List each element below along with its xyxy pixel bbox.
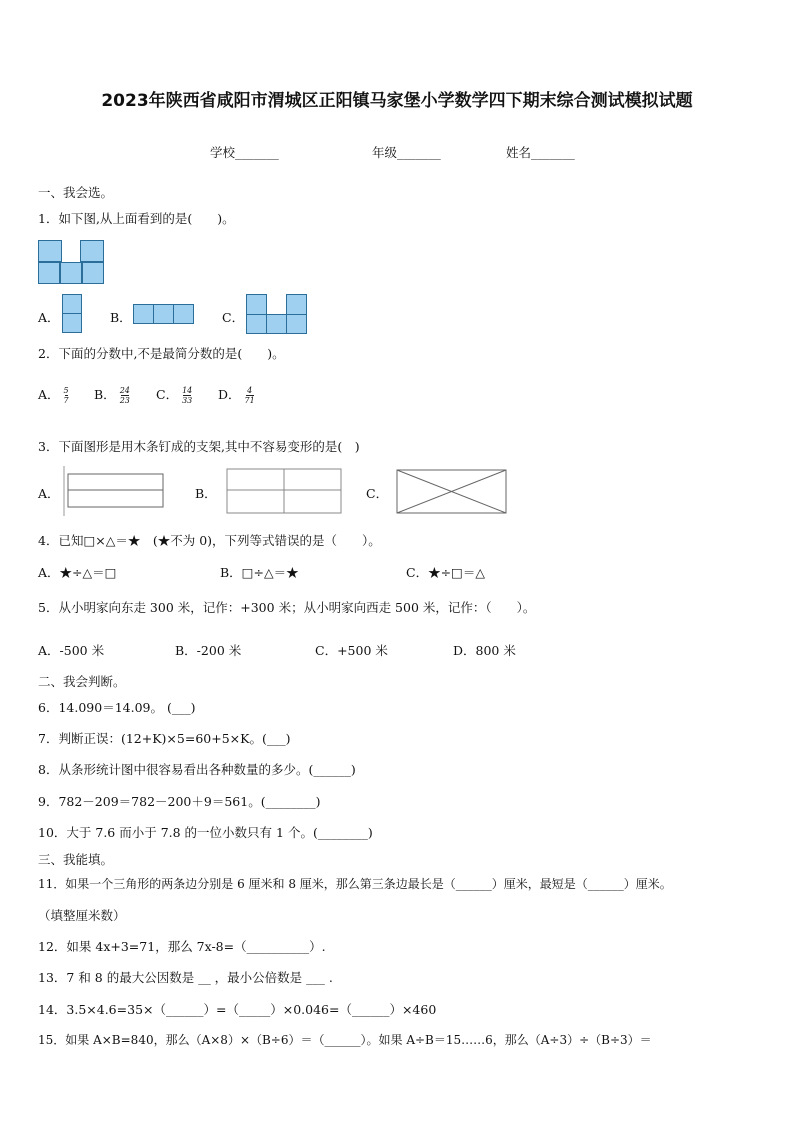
question-11-note: （填整厘米数） bbox=[38, 908, 126, 923]
question-7: 7．判断正误：(12+K)×5=60+5×K。(___) bbox=[38, 731, 291, 746]
question-3: 3．下面图形是用木条钉成的支架,其中不容易变形的是( ) bbox=[38, 439, 360, 454]
q5-option-a: A．-500 米 bbox=[38, 643, 105, 658]
question-12: 12．如果 4x+3=71，那么 7x-8=（__________）. bbox=[38, 939, 326, 954]
q4-option-b: B．□÷△＝★ bbox=[220, 565, 299, 580]
grade-field: 年级_______ bbox=[372, 145, 441, 160]
q1-option-c-label: C． bbox=[222, 310, 245, 325]
q5-option-d: D．800 米 bbox=[453, 643, 516, 658]
question-14: 14．3.5×4.6=35×（______）=（_____）×0.046=（______）×460 bbox=[38, 1002, 437, 1017]
q2-option-b: B． $\frac{24}{23}$ bbox=[94, 386, 130, 405]
q1-option-b-label: B． bbox=[110, 310, 132, 325]
q3-option-c-frame bbox=[396, 469, 508, 515]
question-2: 2．下面的分数中,不是最简分数的是( )。 bbox=[38, 346, 285, 361]
school-field: 学校_______ bbox=[210, 145, 279, 160]
q3-option-b-label: B． bbox=[195, 486, 217, 501]
q1-option-a-figure bbox=[62, 294, 82, 334]
q1-option-a-label: A． bbox=[38, 310, 60, 325]
question-11: 11．如果一个三角形的两条边分别是 6 厘米和 8 厘米，那么第三条边最长是（______）厘米，最短是（______）厘米。 bbox=[38, 877, 672, 891]
q1-option-b-figure bbox=[133, 304, 193, 324]
q5-option-b: B．-200 米 bbox=[175, 643, 242, 658]
q1-option-c-figure bbox=[246, 294, 306, 334]
q4-option-a: A．★÷△＝□ bbox=[38, 565, 117, 580]
question-13: 13．7 和 8 的最大公因数是 __ ，最小公倍数是 ___ . bbox=[38, 970, 333, 985]
question-9: 9．782－209＝782－200＋9＝561。(________) bbox=[38, 794, 321, 809]
name-field: 姓名_______ bbox=[506, 145, 575, 160]
q3-option-c-label: C． bbox=[366, 486, 389, 501]
q4-option-c: C．★÷□＝△ bbox=[406, 565, 485, 580]
q2-option-c: C． $\frac{14}{33}$ bbox=[156, 386, 193, 405]
q3-option-b-frame bbox=[225, 468, 343, 516]
q2-option-a: A． $\frac{5}{7}$ bbox=[38, 386, 69, 405]
q2-option-d: D． $\frac{4}{71}$ bbox=[218, 386, 255, 405]
question-6: 6．14.090＝14.09。 (___) bbox=[38, 700, 196, 715]
section-heading-2: 二、我会判断。 bbox=[38, 674, 126, 689]
question-5: 5．从小明家向东走 300 米，记作：+300 米；从小明家向西走 500 米，记作：（ ）。 bbox=[38, 600, 536, 615]
section-heading-1: 一、我会选。 bbox=[38, 185, 114, 200]
question-10: 10．大于 7.6 而小于 7.8 的一位小数只有 1 个。(________) bbox=[38, 825, 373, 840]
question-1: 1．如下图,从上面看到的是( )。 bbox=[38, 211, 235, 226]
page-title: 2023年陕西省咸阳市渭城区正阳镇马家堡小学数学四下期末综合测试模拟试题 bbox=[101, 91, 693, 111]
q5-option-c: C．+500 米 bbox=[315, 643, 388, 658]
section-heading-3: 三、我能填。 bbox=[38, 852, 114, 867]
question-4: 4．已知□×△＝★ (★不为 0)，下列等式错误的是（ ）。 bbox=[38, 533, 381, 548]
question-15: 15．如果 A×B=840，那么（A×8）×（B÷6）＝（______）。如果 A÷B＝15……6，那么（A÷3）÷（B÷3）＝ bbox=[38, 1033, 652, 1047]
q1-solid-figure bbox=[38, 240, 108, 288]
q3-option-a-frame bbox=[60, 466, 168, 516]
question-8: 8．从条形统计图中很容易看出各种数量的多少。(______) bbox=[38, 762, 356, 777]
q3-option-a-label: A． bbox=[38, 486, 60, 501]
